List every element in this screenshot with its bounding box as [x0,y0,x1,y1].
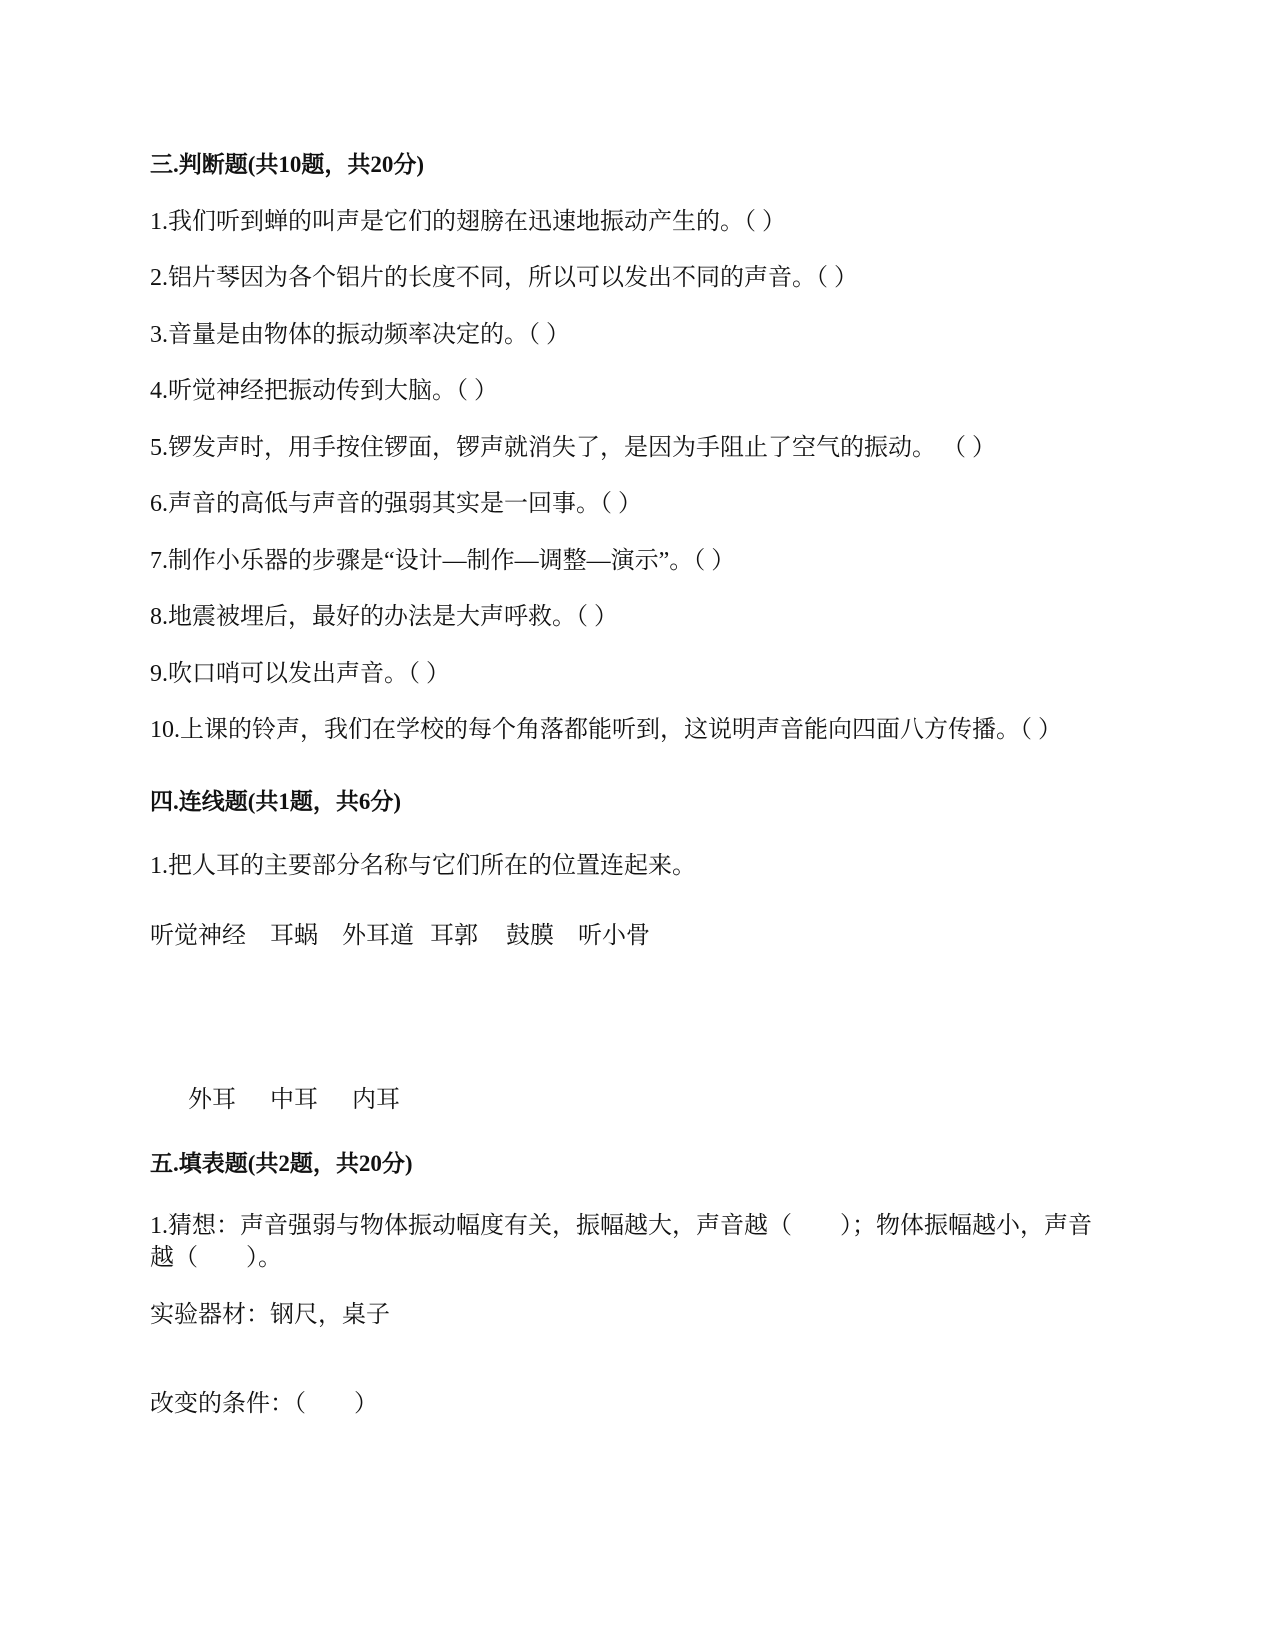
question-item: 10.上课的铃声，我们在学校的每个角落都能听到，这说明声音能向四面八方传播。（ ） [150,717,1062,743]
section-4-heading: 四.连线题(共1题，共6分) [150,789,402,814]
question-item: 8.地震被埋后，最好的办法是大声呼救。（ ） [150,604,618,630]
ear-parts-row [188,1085,428,1115]
question-item: 4.听觉神经把振动传到大脑。（ ） [150,378,498,404]
question-item: 2.铝片琴因为各个铝片的长度不同，所以可以发出不同的声音。（ ） [150,265,858,291]
fill-question: 1.猜想：声音强弱与物体振动幅度有关，振幅越大，声音越（ ）；物体振幅越小，声音越（ ）。 [150,1213,1092,1271]
term-item: 鼓膜 [506,923,554,949]
ear-terms-row [150,921,650,951]
section-3-heading: 三.判断题(共10题，共20分) [150,152,425,177]
section-5-heading: 五.填表题(共2题，共20分) [150,1151,413,1176]
part-item: 外耳 [188,1087,236,1113]
question-item: 3.音量是由物体的振动频率决定的。（ ） [150,322,570,348]
term-item: 听觉神经 [150,923,246,949]
term-item: 听小骨 [578,923,650,949]
materials-line: 实验器材：钢尺，桌子 [150,1302,390,1328]
question-item: 7.制作小乐器的步骤是“设计—制作—调整—演示”。（ ） [150,548,736,574]
question-item: 5.锣发声时，用手按住锣面，锣声就消失了，是因为手阻止了空气的振动。 （ ） [150,435,996,461]
condition-line: 改变的条件：（ ） [150,1391,378,1417]
question-item: 9.吹口哨可以发出声音。（ ） [150,661,450,687]
question-item: 6.声音的高低与声音的强弱其实是一回事。（ ） [150,491,642,517]
matching-question: 1.把人耳的主要部分名称与它们所在的位置连起来。 [150,853,696,879]
part-item: 内耳 [352,1087,400,1113]
term-item: 耳郭 [430,923,478,949]
term-item: 耳蜗 [270,923,318,949]
term-item: 外耳道 [342,923,414,949]
question-item: 1.我们听到蝉的叫声是它们的翅膀在迅速地振动产生的。（ ） [150,209,786,235]
part-item: 中耳 [270,1087,318,1113]
